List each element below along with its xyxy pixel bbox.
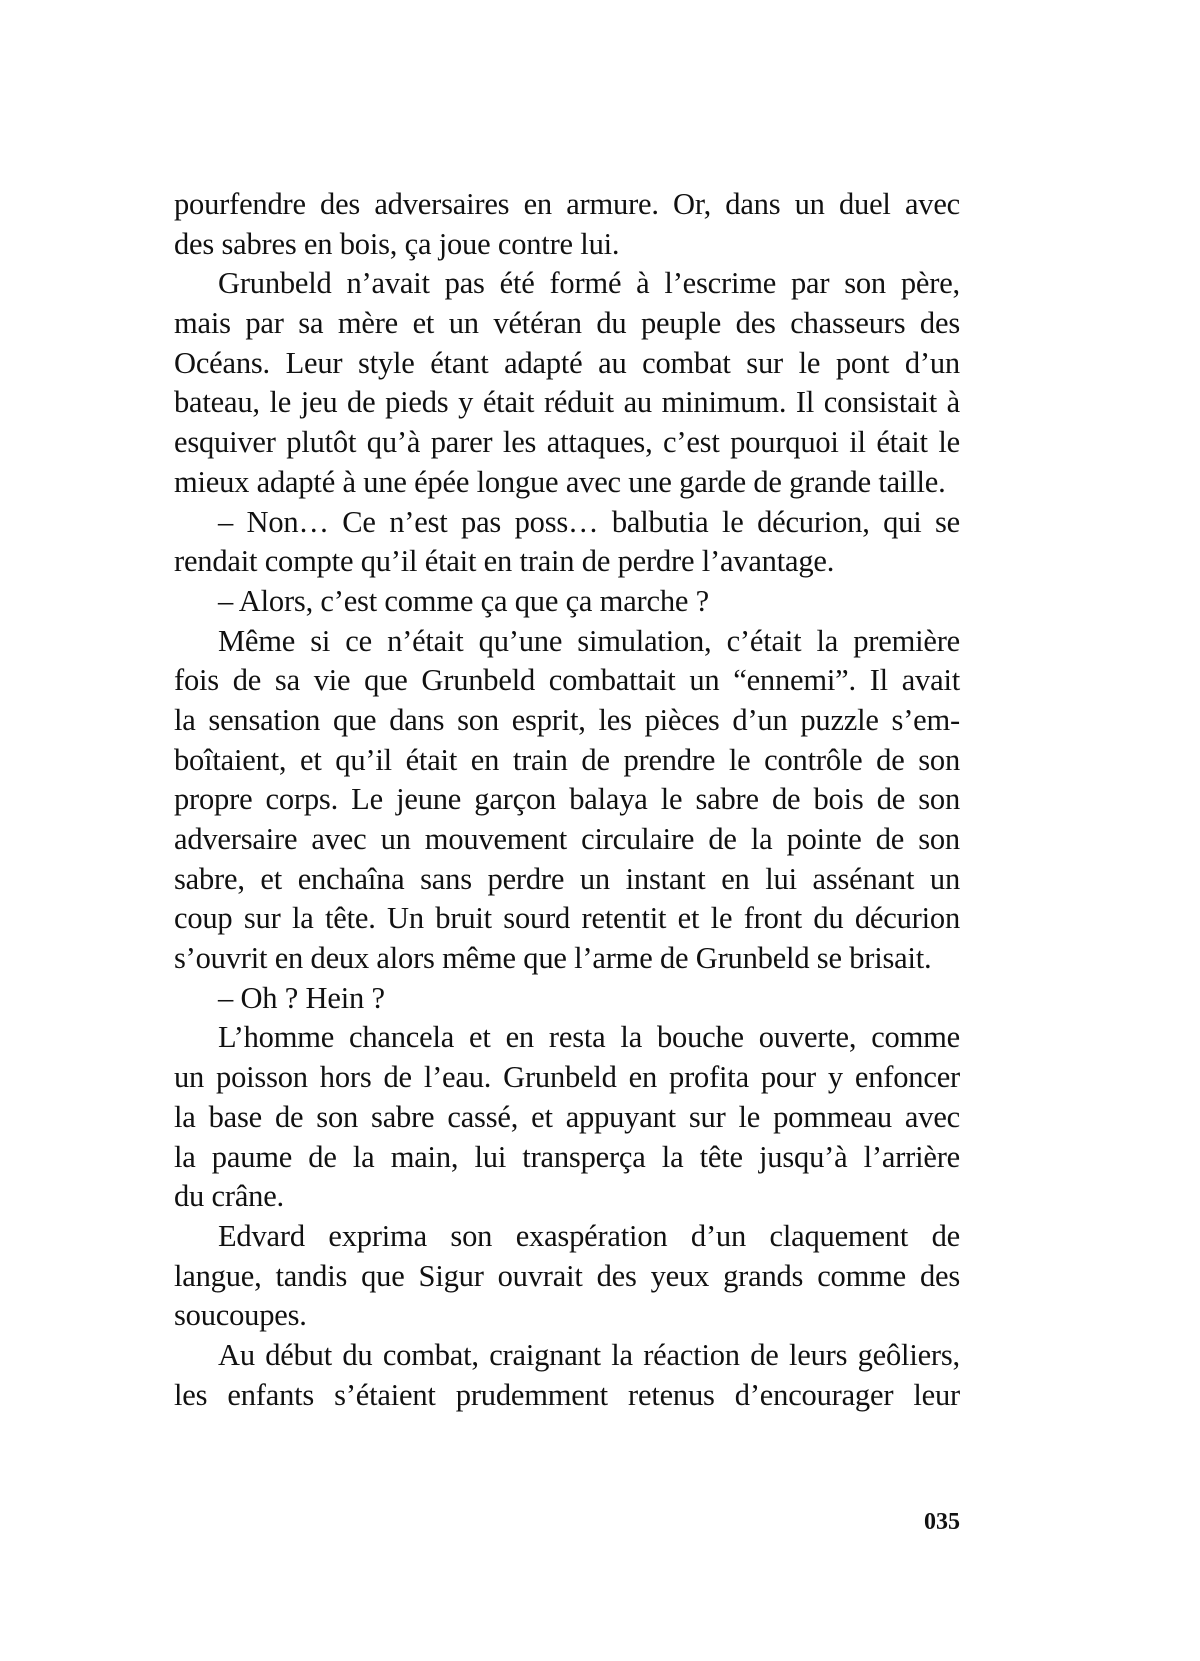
text-line: Edvard exprima son exaspération d’un claquement de — [218, 1218, 960, 1253]
text-line: coup sur la tête. Un bruit sourd retentit et le front du décurion — [174, 901, 960, 936]
text-line: Océans. Leur style étant adapté au combat sur le pont d’un — [174, 345, 960, 380]
text-line: L’homme chancela et en resta la bouche ouverte, comme — [218, 1020, 960, 1055]
text-line: mais par sa mère et un vétéran du peuple des chasseurs des — [174, 306, 960, 341]
text-line: la base de son sabre cassé, et appuyant sur le pommeau avec — [174, 1099, 960, 1134]
text-line: pourfendre des adversaires en armure. Or, dans un duel avec — [174, 187, 960, 221]
text-line: sabre, et enchaîna sans perdre un instant en lui assénant un — [174, 861, 960, 896]
text-line: Même si ce n’était qu’une simulation, c’était la première — [218, 623, 960, 658]
text-line: adversaire avec un mouvement circulaire de la pointe de son — [174, 822, 960, 856]
text-line: mieux adapté à une épée longue avec une garde de grande taille. — [174, 464, 946, 499]
text-line: des sabres en bois, ça joue contre lui. — [174, 226, 620, 261]
page-number: 035 — [924, 1509, 960, 1535]
text-line: Grunbeld n’avait pas été formé à l’escrime par son père, — [218, 266, 960, 301]
text-line: s’ouvrit en deux alors même que l’arme de Grunbeld se brisait. — [174, 941, 932, 976]
text-line: fois de sa vie que Grunbeld combattait un “ennemi”. Il avait — [174, 663, 960, 698]
text-line: la paume de la main, lui transperça la tête jusqu’à l’arrière — [174, 1139, 960, 1174]
text-line: rendait compte qu’il était en train de perdre l’avantage. — [174, 544, 835, 579]
text-line: – Alors, c’est comme ça que ça marche ? — [218, 583, 709, 618]
text-line: la sensation que dans son esprit, les pièces d’un puzzle s’em- — [174, 702, 960, 737]
text-line: un poisson hors de l’eau. Grunbeld en profita pour y enfoncer — [174, 1060, 960, 1095]
text-line: du crâne. — [174, 1179, 284, 1214]
text-line: langue, tandis que Sigur ouvrait des yeux grands comme des — [174, 1258, 960, 1293]
text-line: – Oh ? Hein ? — [218, 980, 385, 1015]
text-line: Au début du combat, craignant la réaction de leurs geôliers, — [218, 1337, 960, 1372]
text-line: bateau, le jeu de pieds y était réduit au minimum. Il consistait à — [174, 385, 960, 420]
text-line: propre corps. Le jeune garçon balaya le sabre de bois de son — [174, 782, 960, 817]
body-text — [174, 185, 960, 1415]
text-line: les enfants s’étaient prudemment retenus d’encourager leur — [174, 1377, 960, 1412]
text-line: soucoupes. — [174, 1298, 307, 1333]
text-line: boîtaient, et qu’il était en train de prendre le contrôle de son — [174, 742, 960, 777]
text-line: esquiver plutôt qu’à parer les attaques, c’est pourquoi il était le — [174, 425, 960, 460]
text-line: – Non… Ce n’est pas poss… balbutia le décurion, qui se — [218, 504, 960, 539]
